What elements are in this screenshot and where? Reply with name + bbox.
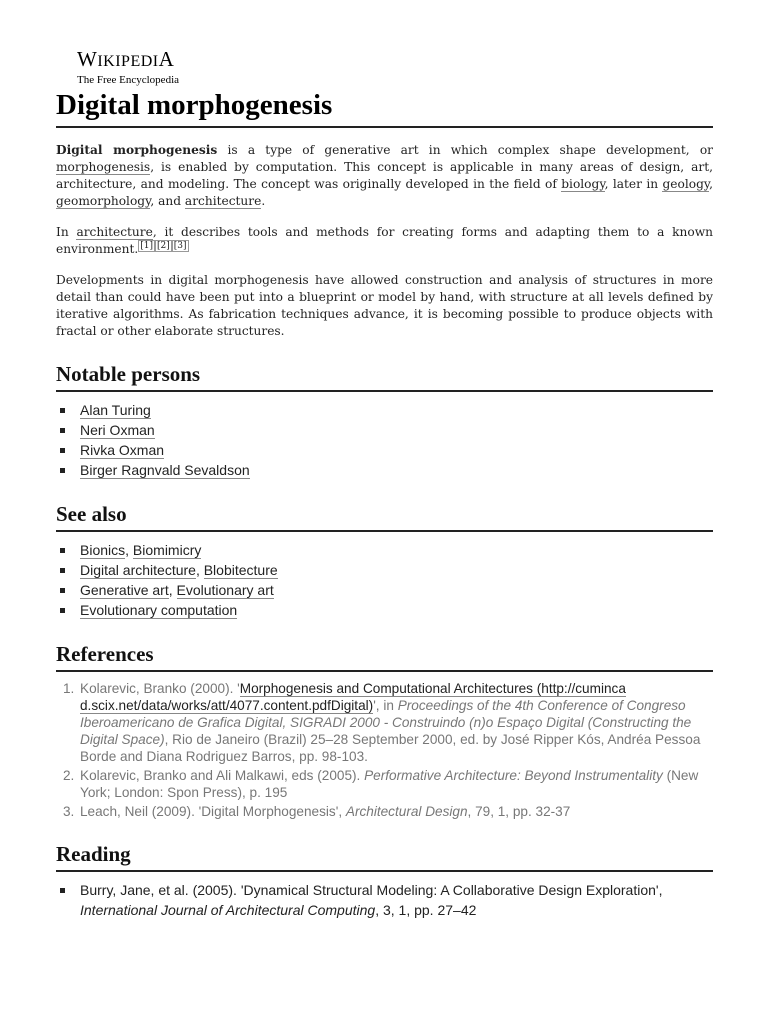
link-blobitecture[interactable]: Blobitecture	[203, 562, 278, 578]
reference-item	[56, 803, 713, 820]
wordmark-text: WIKIPEDIA	[77, 47, 175, 71]
reference-text: Kolarevic, Branko and Ali Malkawi, eds (2005).	[80, 768, 365, 783]
reference-text: , 79, 1, pp. 32-37	[467, 804, 571, 819]
intro-text: is a type of generative art in which complex shape development, or	[217, 143, 714, 157]
intro-text: , and	[150, 194, 185, 208]
intro-bold-term: Digital morphogenesis	[56, 143, 218, 157]
article-intro	[56, 142, 713, 340]
bullet-icon	[60, 408, 65, 413]
reference-number: 1.	[63, 681, 75, 696]
reading-list	[56, 880, 713, 920]
list-item	[56, 420, 713, 440]
separator: ,	[195, 562, 204, 578]
link-bionics[interactable]: Bionics	[80, 542, 126, 558]
link-generative-art[interactable]: Generative art	[80, 582, 169, 598]
bullet-icon	[60, 448, 65, 453]
reference-number: 3.	[63, 804, 75, 819]
link-rivka-oxman[interactable]: Rivka Oxman	[80, 442, 165, 458]
link-architecture[interactable]: architecture	[184, 194, 262, 208]
intro-text: , it describes tools and methods for creating forms and adapting them to a known environment.	[56, 225, 713, 256]
reference-external-link[interactable]: Morphogenesis and Computational Architectures (http://cuminca d.scix.net/data/works/att/4077.content.pdfDigital)	[80, 681, 626, 713]
citation-1[interactable]: [1]	[140, 241, 153, 251]
list-item	[56, 440, 713, 460]
intro-text: .	[261, 194, 266, 208]
see-also-list	[56, 540, 713, 620]
reading-text: , 3, 1, pp. 27–42	[375, 902, 477, 918]
reference-text: Kolarevic, Branko (2000). '	[80, 681, 240, 696]
bullet-icon	[60, 608, 65, 613]
section-references	[56, 641, 713, 820]
citation-group	[138, 240, 188, 252]
bullet-icon	[60, 428, 65, 433]
section-heading: Notable persons	[56, 361, 713, 392]
list-item	[56, 580, 713, 600]
link-alan-turing[interactable]: Alan Turing	[80, 402, 151, 418]
article	[56, 48, 713, 920]
list-item	[56, 460, 713, 480]
list-item	[56, 400, 713, 420]
section-heading: See also	[56, 501, 713, 532]
link-digital-architecture[interactable]: Digital architecture	[80, 562, 196, 578]
intro-text: In	[56, 225, 77, 239]
list-item	[56, 880, 713, 920]
reading-title: International Journal of Architectural Computing	[80, 902, 376, 918]
bullet-icon	[60, 468, 65, 473]
bullet-icon	[60, 588, 65, 593]
intro-text: , later in	[604, 177, 663, 191]
reference-title: Proceedings of the 4th Conference of Congreso Iberoamericano de Grafica Digital, SIGRADI 2000 - Construindo (n)o Espaço Digital (Constructing the Digital Space)	[80, 698, 692, 747]
intro-paragraph-1	[56, 142, 713, 210]
section-reading	[56, 841, 713, 920]
reference-text: Leach, Neil (2009). 'Digital Morphogenesis',	[80, 804, 346, 819]
link-morphogenesis[interactable]: morphogenesis	[56, 160, 151, 174]
separator: ,	[168, 582, 177, 598]
section-heading: Reading	[56, 841, 713, 872]
bullet-icon	[60, 548, 65, 553]
link-evolutionary-art[interactable]: Evolutionary art	[176, 582, 274, 598]
intro-text: ,	[709, 177, 714, 191]
link-biology[interactable]: biology	[561, 177, 605, 191]
reference-title: Architectural Design	[345, 804, 468, 819]
references-list	[56, 680, 713, 820]
reference-item	[56, 680, 713, 765]
separator: ,	[125, 542, 133, 558]
reference-text: (New York; London: Spon Press), p. 195	[80, 768, 699, 800]
intro-text: , is enabled by computation. This concept is applicable in many areas of design, art, architecture, and modeling. The concept was originally developed in the field of	[56, 160, 713, 191]
section-heading: References	[56, 641, 713, 672]
intro-paragraph-3: Developments in digital morphogenesis have allowed construction and analysis of structures in more detail than could have been put into a blueprint or model by hand, with structure at all levels defined by iterative algorithms. As fabrication techniques advance, it is becoming possible to produce objects with fractal or other elaborate structures.	[56, 273, 713, 338]
reference-text: , Rio de Janeiro (Brazil) 25–28 September 2000, ed. by José Ripper Kós, Andréa Pessoa Borde and Diana Rodriguez Barros, pp. 98-103.	[80, 732, 701, 764]
section-notable-persons	[56, 361, 713, 480]
bullet-icon	[60, 568, 65, 573]
section-see-also	[56, 501, 713, 620]
wikipedia-tagline: The Free Encyclopedia	[77, 74, 180, 86]
wikipedia-wordmark	[77, 48, 713, 73]
reading-text: Burry, Jane, et al. (2005). 'Dynamical Structural Modeling: A Collaborative Design Exploration',	[80, 882, 663, 898]
bullet-icon	[60, 888, 65, 893]
reference-title: Performative Architecture: Beyond Instrumentality	[364, 768, 663, 783]
citation-3[interactable]: [3]	[173, 241, 187, 251]
list-item	[56, 540, 713, 560]
intro-paragraph-2	[56, 224, 713, 258]
link-biomimicry[interactable]: Biomimicry	[132, 542, 202, 558]
page-title: Digital morphogenesis	[56, 88, 713, 128]
notable-persons-list	[56, 400, 713, 480]
link-geology[interactable]: geology	[662, 177, 710, 191]
list-item	[56, 600, 713, 620]
link-geomorphology[interactable]: geomorphology	[56, 194, 151, 208]
link-evolutionary-computation[interactable]: Evolutionary computation	[80, 602, 238, 618]
link-architecture-2[interactable]: architecture	[76, 225, 153, 239]
link-birger-sevaldson[interactable]: Birger Ragnvald Sevaldson	[80, 462, 250, 478]
wikipedia-logo[interactable]	[56, 48, 713, 88]
reference-number: 2.	[63, 768, 75, 783]
list-item	[56, 560, 713, 580]
reference-text: ', in	[373, 698, 398, 713]
link-neri-oxman[interactable]: Neri Oxman	[80, 422, 155, 438]
citation-2[interactable]: [2]	[157, 241, 170, 251]
reference-item	[56, 767, 713, 801]
